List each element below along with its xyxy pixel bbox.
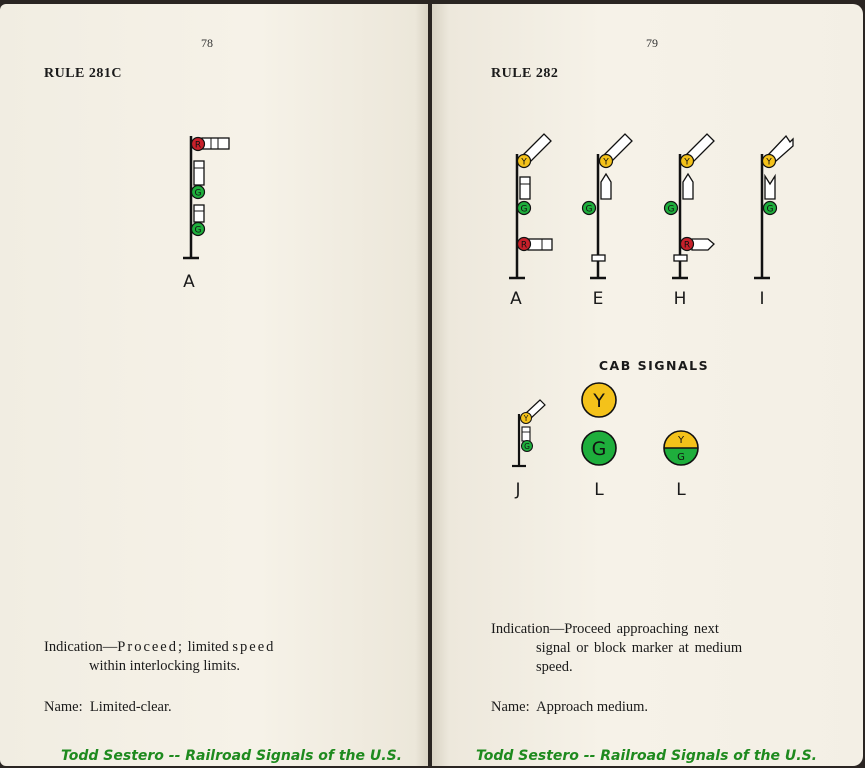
signal-name: Name: Limited-clear. — [44, 699, 172, 715]
svg-text:G: G — [591, 438, 607, 460]
signal-label: L — [676, 480, 686, 500]
signal-h — [665, 134, 715, 278]
svg-text:R: R — [194, 140, 202, 151]
svg-text:R: R — [520, 240, 528, 251]
svg-text:G: G — [766, 204, 774, 215]
svg-text:Y: Y — [523, 414, 529, 423]
signal-diagrams — [432, 4, 863, 504]
rule-title: RULE 281C — [44, 66, 123, 81]
cab-signals-heading: CAB SIGNALS — [598, 358, 710, 373]
signal-label: H — [673, 289, 687, 309]
svg-text:G: G — [677, 452, 685, 463]
svg-text:G: G — [194, 188, 202, 199]
svg-text:Y: Y — [684, 157, 690, 168]
right-page — [432, 4, 863, 766]
svg-text:G: G — [194, 225, 202, 236]
svg-text:G: G — [667, 204, 675, 215]
page-number: 78 — [201, 36, 213, 50]
signal-e — [583, 134, 633, 278]
signal-label: I — [759, 289, 765, 309]
signal-name: Name: Approach medium. — [491, 699, 649, 715]
indication-text: Indication—Proceed; limited speed within interlocking limits. — [44, 639, 276, 674]
signal-label: E — [592, 289, 604, 309]
credit-watermark: Todd Sestero -- Railroad Signals of the U.S. — [61, 748, 402, 764]
signal-i — [754, 136, 793, 278]
svg-text:G: G — [520, 204, 528, 215]
signal-label: L — [594, 480, 604, 500]
signal-label: J — [515, 480, 521, 500]
svg-text:Y: Y — [677, 435, 685, 446]
svg-text:Y: Y — [593, 390, 605, 412]
svg-text:Y: Y — [603, 157, 609, 168]
signal-j — [512, 400, 545, 466]
credit-watermark: Todd Sestero -- Railroad Signals of the U.S. — [476, 748, 817, 764]
svg-text:G: G — [585, 204, 593, 215]
cab-split-light-icon — [664, 431, 698, 465]
signal-label: A — [510, 289, 522, 309]
left-page — [0, 4, 428, 766]
svg-text:Y: Y — [766, 157, 772, 168]
page-number: 79 — [646, 36, 658, 50]
signal-label: A — [183, 272, 195, 292]
signal-a — [509, 134, 552, 278]
svg-text:G: G — [524, 442, 530, 451]
svg-text:Y: Y — [521, 157, 527, 168]
svg-text:R: R — [683, 240, 691, 251]
rule-title: RULE 282 — [491, 66, 559, 81]
signal-diagram-a — [0, 4, 428, 304]
indication-text: Indication—Proceed approaching next signal or block marker at medium speed. — [491, 621, 743, 675]
